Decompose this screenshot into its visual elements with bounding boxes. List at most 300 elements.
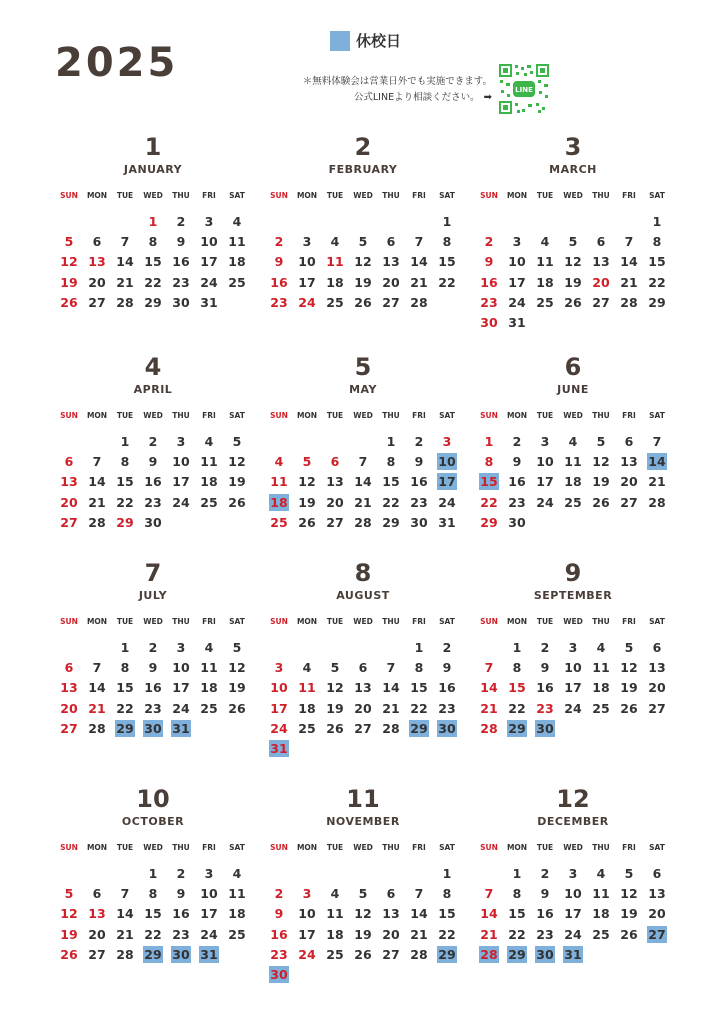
month-name: OCTOBER [121,815,185,828]
weekday-label: FRI [412,843,426,852]
day-cell [111,472,139,492]
day-number: 24 [298,946,316,962]
day-number: 20 [382,274,400,290]
empty-cell [475,863,503,883]
day-number: 24 [172,494,190,510]
day-number: 25 [326,946,344,962]
day-cell [503,472,531,492]
weekday-label: FRI [622,191,636,200]
day-number: 1 [148,213,158,229]
day-cell [643,492,671,512]
day-cell [139,431,167,451]
day-number: 12 [620,659,638,675]
day-cell [377,678,405,698]
day-number: 8 [442,233,452,249]
day-cell [531,863,559,883]
month-september [475,559,671,738]
day-cell [615,272,643,292]
day-number: 3 [442,433,452,449]
day-cell [139,512,167,532]
day-cell [615,657,643,677]
weekday-label: FRI [412,411,426,420]
day-cell [167,944,195,964]
day-number: 23 [144,700,162,716]
day-cell [433,718,461,738]
day-grid [265,863,461,985]
day-number: 29 [144,294,162,310]
day-cell [349,678,377,698]
day-cell [265,492,293,512]
day-number: 6 [358,659,368,675]
day-number: 1 [442,865,452,881]
day-cell [293,883,321,903]
day-cell [349,698,377,718]
day-cell [643,924,671,944]
day-cell [321,472,349,492]
day-cell [195,472,223,492]
day-cell [167,863,195,883]
day-cell [139,718,167,738]
weekday-label: WED [143,411,163,420]
day-number: 31 [508,315,526,331]
day-cell [531,944,559,964]
day-number: 25 [270,514,288,530]
day-cell [167,292,195,312]
day-number: 18 [326,926,344,942]
day-cell [321,883,349,903]
day-number: 30 [410,514,428,530]
day-cell [559,863,587,883]
day-number: 20 [60,700,78,716]
day-number: 17 [564,906,582,922]
month-number: 8 [354,559,372,587]
day-number: 4 [568,433,578,449]
day-number: 6 [330,453,340,469]
day-cell [167,924,195,944]
day-cell [433,904,461,924]
weekday-label: SUN [480,617,498,626]
weekday-label: WED [143,617,163,626]
day-cell [139,863,167,883]
day-cell [265,924,293,944]
day-cell [223,231,251,251]
day-cell [111,431,139,451]
empty-cell [321,431,349,451]
month-name: JUNE [557,383,589,396]
day-cell [223,272,251,292]
empty-cell [587,211,615,231]
day-cell [643,292,671,312]
day-number: 17 [564,680,582,696]
day-cell [405,904,433,924]
day-number: 25 [298,720,316,736]
day-cell [223,637,251,657]
day-cell [321,904,349,924]
day-cell [349,904,377,924]
day-cell [503,944,531,964]
day-cell [111,698,139,718]
day-cell [587,252,615,272]
day-number: 18 [536,274,554,290]
day-cell [559,292,587,312]
weekday-label: SUN [60,411,78,420]
day-number: 26 [60,946,78,962]
day-cell [55,698,83,718]
day-cell [405,678,433,698]
day-number: 2 [148,433,158,449]
day-cell [139,211,167,231]
day-number: 27 [382,946,400,962]
day-number: 17 [536,474,554,490]
day-cell [587,637,615,657]
day-number: 25 [326,294,344,310]
day-number: 1 [512,639,522,655]
day-number: 16 [144,680,162,696]
weekday-header [55,617,251,631]
day-cell [405,883,433,903]
day-number: 27 [382,294,400,310]
weekday-label: WED [143,191,163,200]
day-number: 10 [172,659,190,675]
empty-cell [265,637,293,657]
day-number: 11 [592,885,610,901]
day-number: 12 [60,906,78,922]
day-cell [433,492,461,512]
empty-cell [349,431,377,451]
closed-day-number: 29 [438,946,456,962]
day-cell [349,944,377,964]
day-number: 18 [592,906,610,922]
day-number: 12 [564,254,582,270]
closed-day-number: 30 [144,720,162,736]
day-cell [167,718,195,738]
day-number: 1 [442,213,452,229]
day-number: 5 [302,453,312,469]
day-number: 19 [326,700,344,716]
day-number: 20 [382,926,400,942]
day-cell [293,492,321,512]
day-number: 11 [200,453,218,469]
day-cell [321,678,349,698]
day-number: 11 [326,254,344,270]
day-cell [265,698,293,718]
day-number: 4 [274,453,284,469]
day-cell [531,252,559,272]
day-cell [531,924,559,944]
day-number: 29 [116,514,134,530]
day-number: 11 [270,474,288,490]
day-number: 24 [508,294,526,310]
closed-day-number: 29 [116,720,134,736]
day-cell [265,512,293,532]
day-number: 2 [484,233,494,249]
day-cell [195,698,223,718]
weekday-label: SAT [649,843,665,852]
weekday-label: FRI [202,191,216,200]
day-cell [405,492,433,512]
day-number: 1 [120,639,130,655]
day-cell [55,451,83,471]
day-cell [83,944,111,964]
month-number: 7 [144,559,162,587]
empty-cell [615,211,643,231]
day-cell [615,231,643,251]
day-number: 9 [176,885,186,901]
weekday-label: SAT [229,191,245,200]
empty-cell [55,431,83,451]
day-cell [615,492,643,512]
day-number: 12 [60,254,78,270]
day-cell [559,637,587,657]
day-number: 13 [382,254,400,270]
day-cell [195,863,223,883]
day-cell [643,451,671,471]
day-cell [83,472,111,492]
empty-cell [83,431,111,451]
day-cell [503,272,531,292]
day-cell [503,312,531,332]
day-cell [377,292,405,312]
day-number: 10 [200,885,218,901]
day-cell [265,472,293,492]
weekday-header [55,191,251,205]
day-number: 2 [176,865,186,881]
day-cell [55,252,83,272]
day-number: 22 [382,494,400,510]
day-number: 12 [354,254,372,270]
day-cell [293,904,321,924]
empty-cell [55,637,83,657]
day-cell [167,904,195,924]
day-cell [559,272,587,292]
day-number: 17 [200,906,218,922]
closed-day-number: 31 [172,720,190,736]
day-cell [349,472,377,492]
day-number: 19 [60,274,78,290]
day-cell [643,904,671,924]
weekday-label: THU [592,191,610,200]
day-number: 19 [228,474,246,490]
day-cell [587,492,615,512]
month-name: APRIL [133,383,173,396]
day-cell [265,718,293,738]
day-number: 26 [228,700,246,716]
day-number: 9 [414,453,424,469]
day-number: 4 [330,885,340,901]
month-number: 12 [556,785,590,813]
day-number: 13 [354,680,372,696]
day-cell [503,492,531,512]
day-cell [167,211,195,231]
weekday-label: SAT [229,411,245,420]
day-number: 14 [382,680,400,696]
day-number: 12 [592,453,610,469]
day-cell [349,883,377,903]
day-number: 15 [508,906,526,922]
day-cell [167,492,195,512]
day-number: 19 [354,274,372,290]
day-cell [377,272,405,292]
day-number: 10 [298,254,316,270]
day-number: 16 [410,474,428,490]
weekday-label: SUN [480,411,498,420]
day-number: 6 [652,865,662,881]
day-cell [405,252,433,272]
day-number: 31 [200,294,218,310]
day-cell [531,657,559,677]
legend-label: 休校日 [356,32,402,50]
day-cell [531,883,559,903]
day-cell [475,451,503,471]
day-number: 17 [270,700,288,716]
month-number: 5 [354,353,372,381]
day-number: 16 [508,474,526,490]
day-number: 8 [148,233,158,249]
day-cell [531,292,559,312]
weekday-label: SUN [60,191,78,200]
day-cell [559,944,587,964]
weekday-label: FRI [622,411,636,420]
day-number: 21 [354,494,372,510]
day-cell [615,863,643,883]
weekday-label: SUN [480,843,498,852]
day-cell [265,883,293,903]
weekday-label: FRI [412,617,426,626]
day-number: 22 [116,494,134,510]
day-number: 8 [414,659,424,675]
day-number: 5 [358,885,368,901]
day-cell [139,231,167,251]
weekday-label: WED [353,411,373,420]
day-number: 3 [176,639,186,655]
day-cell [139,492,167,512]
closed-day-number: 28 [480,946,498,962]
day-cell [111,492,139,512]
day-number: 5 [358,233,368,249]
weekday-label: FRI [622,843,636,852]
day-number: 30 [172,294,190,310]
day-number: 2 [274,885,284,901]
day-number: 3 [568,639,578,655]
day-cell [265,678,293,698]
day-cell [55,231,83,251]
day-cell [377,718,405,738]
day-number: 19 [592,474,610,490]
day-cell [111,451,139,471]
day-number: 8 [148,885,158,901]
day-number: 15 [116,680,134,696]
weekday-header [55,843,251,857]
day-number: 22 [648,274,666,290]
day-number: 12 [620,885,638,901]
day-cell [405,272,433,292]
day-cell [405,698,433,718]
day-number: 15 [648,254,666,270]
day-cell [615,924,643,944]
day-cell [321,231,349,251]
day-grid [55,211,251,312]
day-cell [55,492,83,512]
day-number: 19 [564,274,582,290]
weekday-header [475,617,671,631]
day-cell [503,718,531,738]
day-cell [167,451,195,471]
day-number: 23 [172,274,190,290]
day-cell [559,904,587,924]
day-number: 20 [592,274,610,290]
day-cell [265,944,293,964]
day-cell [293,472,321,492]
closed-day-number: 30 [438,720,456,736]
day-cell [531,678,559,698]
month-april [55,353,251,532]
weekday-label: THU [172,843,190,852]
day-number: 10 [200,233,218,249]
day-number: 20 [60,494,78,510]
day-cell [223,863,251,883]
day-cell [643,472,671,492]
day-number: 5 [330,659,340,675]
day-number: 8 [484,453,494,469]
month-may [265,353,461,532]
line-qr-code-icon[interactable] [498,63,550,115]
day-number: 24 [536,494,554,510]
day-number: 21 [116,926,134,942]
weekday-label: THU [382,411,400,420]
day-number: 3 [568,865,578,881]
weekday-label: MON [86,191,108,200]
month-name: MARCH [549,163,597,176]
day-cell [377,883,405,903]
day-cell [643,272,671,292]
month-name: NOVEMBER [326,815,400,828]
day-number: 8 [652,233,662,249]
month-february [265,133,461,312]
day-number: 6 [596,233,606,249]
closed-day-number: 31 [564,946,582,962]
day-number: 6 [92,885,102,901]
day-cell [293,512,321,532]
day-grid [265,431,461,532]
day-number: 4 [540,233,550,249]
day-number: 13 [326,474,344,490]
day-cell [293,252,321,272]
day-cell [475,231,503,251]
day-cell [349,512,377,532]
weekday-label: SUN [270,191,288,200]
day-cell [111,944,139,964]
day-cell [615,431,643,451]
weekday-label: WED [353,843,373,852]
day-number: 29 [382,514,400,530]
day-cell [615,451,643,471]
day-number: 13 [88,254,106,270]
day-number: 16 [270,274,288,290]
day-cell [321,292,349,312]
day-number: 1 [120,433,130,449]
closed-day-number: 30 [172,946,190,962]
day-cell [503,292,531,312]
day-cell [349,272,377,292]
weekday-label: THU [592,843,610,852]
day-cell [503,698,531,718]
closed-day-number: 18 [270,494,288,510]
day-cell [433,924,461,944]
weekday-header [265,191,461,205]
day-number: 7 [414,233,424,249]
day-cell [475,431,503,451]
day-cell [293,678,321,698]
